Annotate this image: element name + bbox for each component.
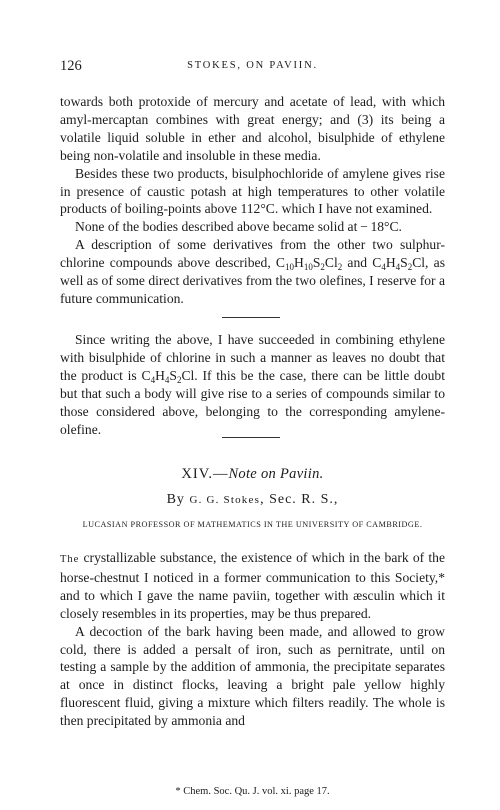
formula-part: S xyxy=(169,367,177,383)
formula-part: Cl xyxy=(324,255,338,271)
paragraph: A decoction of the bark having been made, and allowed to grow cold, there is added a persalt of iron, such as pernitrate, until on testing a sample by the addition of ammonia, the precipitate separates at once in distinct flocks, leaving a bright pale yellow highly fluorescent fluid, giving a mixture which filters readily. The whole is then precipitated by ammonia and xyxy=(60,623,445,729)
article-body xyxy=(60,549,445,730)
subscript: 4 xyxy=(164,374,170,385)
addendum-section xyxy=(60,331,445,438)
paragraph: None of the bodies described above became solid at − 18°C. xyxy=(75,219,402,235)
subscript: 2 xyxy=(407,262,413,273)
section-divider xyxy=(222,317,280,318)
formula-part: S xyxy=(312,255,321,271)
subscript: 2 xyxy=(176,374,182,385)
article-title: XIV.—Note on Paviin. xyxy=(181,466,324,482)
footnote: * Chem. Soc. Qu. J. vol. xi. page 17. xyxy=(175,786,330,797)
text-run: as well as of some direct derivatives from the two olefines, I reserve for a future communication. xyxy=(60,255,446,306)
subscript: 4 xyxy=(150,374,156,385)
lead-word: The xyxy=(60,554,80,565)
author-name: G. G. Stokes xyxy=(189,494,261,506)
subscript: 4 xyxy=(381,262,386,273)
author-affiliation: LUCASIAN PROFESSOR OF MATHEMATICS IN THE UNIVERSITY OF CAMBRIDGE. xyxy=(82,520,423,529)
article-author xyxy=(60,492,445,508)
text-run: A description of some derivatives from the other two sulphur-chlorine compounds above described, C xyxy=(60,237,445,271)
subscript: 2 xyxy=(320,262,325,273)
formula-part: H xyxy=(385,255,396,271)
formula-part: S xyxy=(400,255,408,271)
page-number: 126 xyxy=(60,58,82,74)
author-suffix: , Sec. R. S., xyxy=(260,492,339,507)
paragraph xyxy=(60,236,445,308)
subscript: 2 xyxy=(337,262,343,273)
formula-part: Cl. xyxy=(181,367,198,383)
running-head: STOKES, ON PAVIIN. xyxy=(187,60,318,71)
paragraph xyxy=(60,549,445,623)
article-title-text: Note on Paviin. xyxy=(228,466,324,482)
subscript: 4 xyxy=(395,262,401,273)
article-number: XIV. xyxy=(181,466,213,482)
by-label: By xyxy=(166,492,185,507)
formula-part: H xyxy=(294,255,304,271)
formula-part: H xyxy=(155,367,165,383)
text-run: If this be the case, there can be little doubt but that such a body will give rise to a series of compounds similar to those considered above, belonging to the corresponding amylene-olefine. xyxy=(60,367,445,437)
text-run: Since writing the above, I have succeeded in combining ethylene with bisulphide of chlorine in such a manner as leaves no doubt that the product is C xyxy=(60,332,445,383)
paragraph: Besides these two products, bisulphochloride of amylene gives rise in presence of caustic potash at high temperatures to other volatile products of boiling-points above 112°C. which I have not examined. xyxy=(60,165,445,217)
paragraph: towards both protoxide of mercury and acetate of lead, with which amyl-mercaptan combines with great energy; and (3) its being a volatile liquid soluble in ether and alcohol, bisulphide of ethylene being non-volatile and insoluble in these media. xyxy=(60,94,445,163)
formula-part: Cl, xyxy=(412,255,429,271)
text-run: crystallizable substance, the existence of which in the bark of the horse-chestnut I noticed in a former communication to this Society,* and to which I gave the name paviin, together with æsculin which it closely resembles in its properties, may be thus prepared. xyxy=(60,550,445,621)
subscript: 10 xyxy=(303,262,313,273)
page-header xyxy=(60,58,445,78)
paragraph xyxy=(60,331,445,438)
continued-section xyxy=(60,93,445,308)
subscript: 10 xyxy=(285,262,294,273)
section-divider xyxy=(222,437,280,438)
text-run: and C xyxy=(342,255,382,271)
